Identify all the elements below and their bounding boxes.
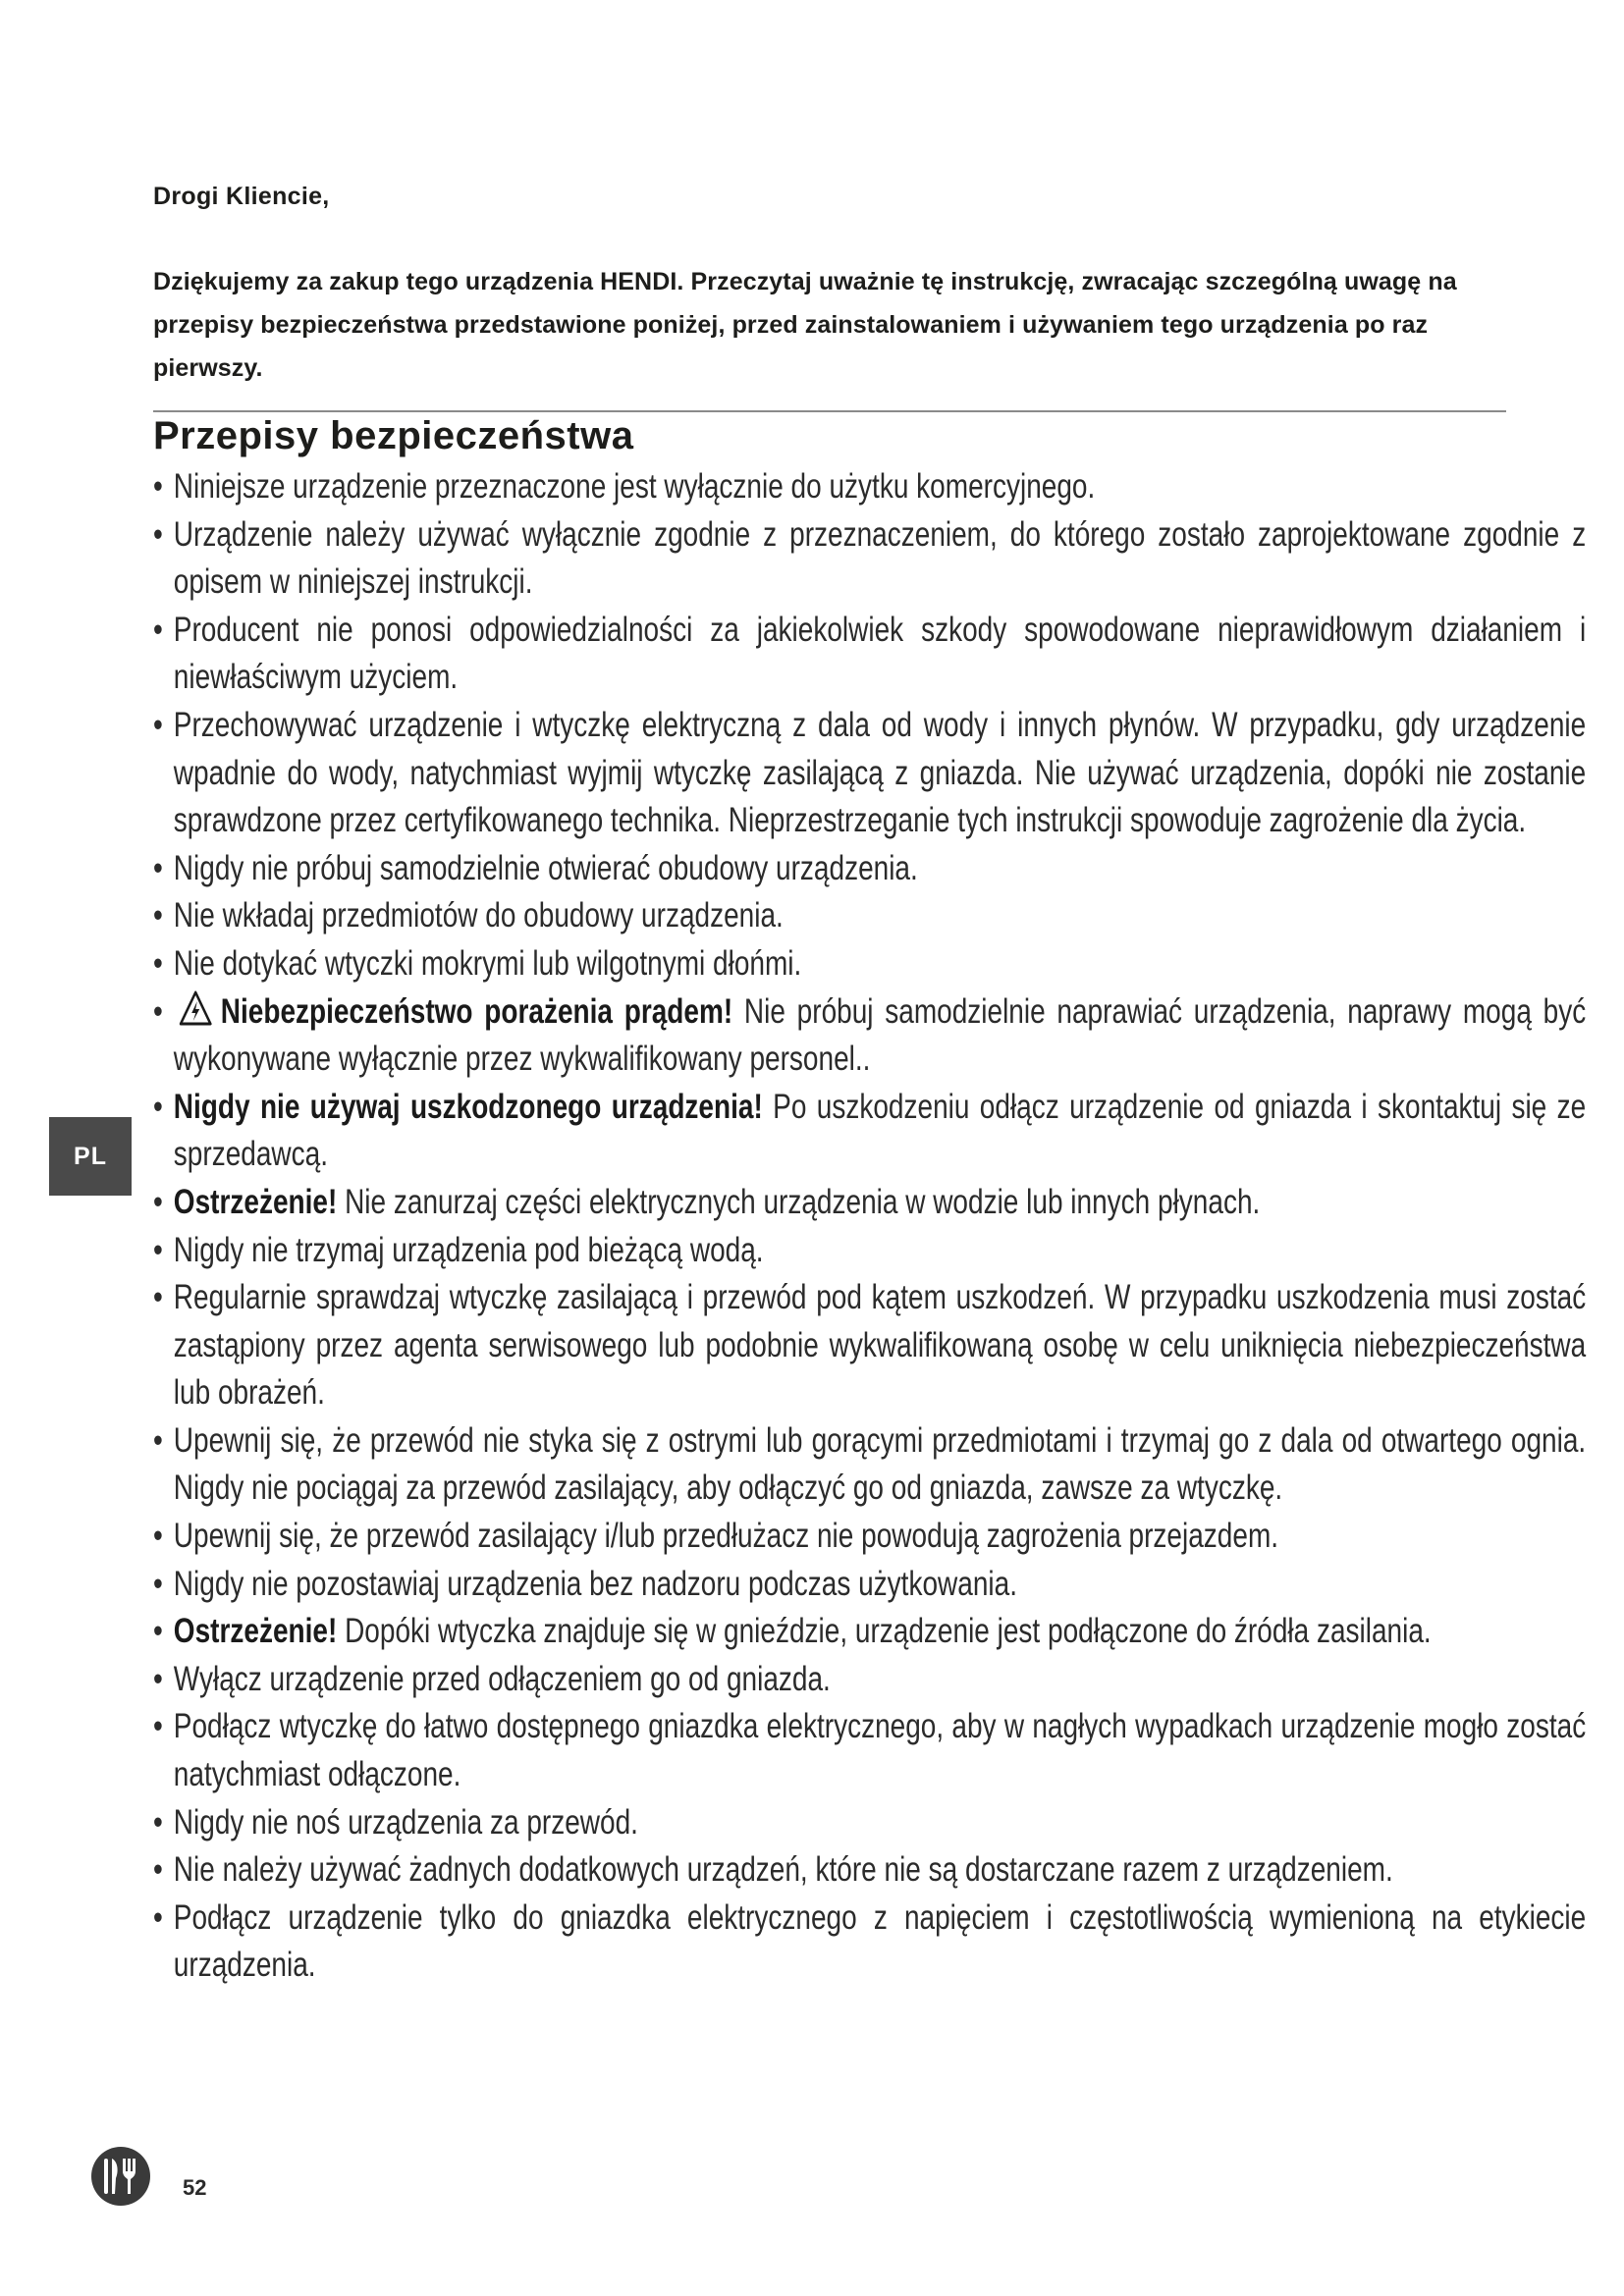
bullet-marker: • bbox=[153, 1612, 163, 1651]
rule-text: Wyłącz urządzenie przed odłączeniem go od gniazda. bbox=[173, 1659, 831, 1698]
section-divider bbox=[153, 410, 1506, 412]
safety-rule-item bbox=[153, 1608, 1586, 1656]
safety-rule-item bbox=[153, 702, 1586, 845]
language-tab: PL bbox=[49, 1117, 132, 1196]
bullet-marker: • bbox=[153, 1707, 163, 1746]
safety-rule-item bbox=[153, 1417, 1586, 1513]
rule-text: Podłącz wtyczkę do łatwo dostępnego gniazdka elektrycznego, aby w nagłych wypadkach urządzenie mogło zostać natychmiast odłączone. bbox=[173, 1707, 1587, 1794]
bullet-marker: • bbox=[153, 1087, 163, 1126]
bullet-marker: • bbox=[153, 1564, 163, 1603]
safety-rule-item bbox=[153, 607, 1586, 702]
rule-text: Nigdy nie noś urządzenia za przewód. bbox=[173, 1802, 638, 1842]
bullet-marker: • bbox=[153, 610, 163, 649]
rule-text: Upewnij się, że przewód zasilający i/lub przedłużacz nie powodują zagrożenia przejazdem. bbox=[173, 1517, 1279, 1556]
safety-rule-item bbox=[153, 1513, 1586, 1561]
electric-hazard-icon bbox=[179, 989, 213, 1027]
safety-rule-item bbox=[153, 892, 1586, 940]
bullet-marker: • bbox=[153, 1850, 163, 1890]
rule-text: Nie dotykać wtyczki mokrymi lub wilgotnymi dłońmi. bbox=[173, 943, 802, 983]
rule-text: Nigdy nie trzymaj urządzenia pod bieżącą wodą. bbox=[173, 1230, 764, 1269]
safety-rules-list bbox=[153, 463, 1587, 1990]
bullet-marker: • bbox=[153, 1517, 163, 1556]
bullet-marker: • bbox=[153, 1802, 163, 1842]
rule-text: Podłącz urządzenie tylko do gniazdka elektrycznego z napięciem i częstotliwością wymienioną na etykiecie urządzenia. bbox=[173, 1897, 1587, 1985]
intro-paragraph: Dziękujemy za zakup tego urządzenia HENDI. Przeczytaj uważnie tę instrukcję, zwracając szczególną uwagę na przepisy bezpieczeństwa przedstawione poniżej, przed zainstalowaniem i używaniem tego urządzenia po raz pierwszy. bbox=[153, 268, 1457, 382]
rule-text: Nigdy nie pozostawiaj urządzenia bez nadzoru podczas użytkowania. bbox=[173, 1564, 1017, 1603]
bullet-marker: • bbox=[153, 1659, 163, 1698]
rule-text: Nie próbuj samodzielnie naprawiać urządzenia, naprawy mogą być wykonywane wyłącznie przez wykwalifikowany personel.. bbox=[173, 991, 1587, 1079]
safety-rule-item bbox=[153, 988, 1586, 1084]
bullet-marker: • bbox=[153, 705, 163, 744]
bullet-marker: • bbox=[153, 1897, 163, 1937]
page-number: 52 bbox=[183, 2175, 207, 2200]
bullet-marker: • bbox=[153, 991, 163, 1031]
rule-emphasis: Ostrzeżenie! bbox=[173, 1182, 338, 1221]
bullet-marker: • bbox=[153, 1278, 163, 1317]
rule-emphasis: Nigdy nie używaj uszkodzonego urządzenia! bbox=[173, 1087, 763, 1126]
safety-rule-item bbox=[153, 1846, 1586, 1895]
safety-rule-item bbox=[153, 1656, 1586, 1704]
safety-rule-item bbox=[153, 1084, 1586, 1179]
rule-text: Nigdy nie próbuj samodzielnie otwierać obudowy urządzenia. bbox=[173, 848, 918, 887]
rule-emphasis: Ostrzeżenie! bbox=[173, 1612, 338, 1651]
rule-text: Nie należy używać żadnych dodatkowych urządzeń, które nie są dostarczane razem z urządzeniem. bbox=[173, 1850, 1393, 1890]
safety-rule-item bbox=[153, 511, 1586, 607]
bullet-marker: • bbox=[153, 848, 163, 887]
bullet-marker: • bbox=[153, 1420, 163, 1460]
bullet-marker: • bbox=[153, 514, 163, 554]
bullet-marker: • bbox=[153, 896, 163, 935]
safety-rule-item bbox=[153, 1561, 1586, 1609]
safety-rule-item bbox=[153, 1895, 1586, 1990]
safety-rule-item bbox=[153, 1703, 1586, 1798]
safety-rule-item bbox=[153, 1274, 1586, 1417]
rule-text: Po uszkodzeniu odłącz urządzenie od gniazda i skontaktuj się ze sprzedawcą. bbox=[173, 1087, 1587, 1174]
rule-text: Nie wkładaj przedmiotów do obudowy urządzenia. bbox=[173, 896, 784, 935]
rule-text: Niniejsze urządzenie przeznaczone jest wyłącznie do użytku komercyjnego. bbox=[173, 467, 1096, 506]
rule-text: Nie zanurzaj części elektrycznych urządzenia w wodzie lub innych płynach. bbox=[337, 1182, 1261, 1221]
section-title: Przepisy bezpieczeństwa bbox=[153, 414, 634, 457]
safety-rule-item bbox=[153, 845, 1586, 893]
hendi-cutlery-logo-icon bbox=[90, 2146, 151, 2207]
rule-text: Przechowywać urządzenie i wtyczkę elektryczną z dala od wody i innych płynów. W przypadku, gdy urządzenie wpadnie do wody, natychmiast wyjmij wtyczkę zasilającą z gniazda. Nie używać urządzenia, dopóki nie zostanie sprawdzone przez certyfikowanego technika. Nieprzestrzeganie tych instrukcji spowoduje zagrożenie dla życia. bbox=[173, 705, 1587, 840]
safety-rule-item bbox=[153, 1799, 1586, 1847]
rule-text: Urządzenie należy używać wyłącznie zgodnie z przeznaczeniem, do którego zostało zaprojektowane zgodnie z opisem w niniejszej instrukcji. bbox=[173, 514, 1587, 602]
rule-text: Regularnie sprawdzaj wtyczkę zasilającą i przewód pod kątem uszkodzeń. W przypadku uszkodzenia musi zostać zastąpiony przez agenta serwisowego lub podobnie wykwalifikowaną osobę w celu uniknięcia niebezpieczeństwa lub obrażeń. bbox=[173, 1278, 1587, 1413]
bullet-marker: • bbox=[153, 943, 163, 983]
safety-rule-item bbox=[153, 940, 1586, 988]
bullet-marker: • bbox=[153, 1230, 163, 1269]
rule-text: Upewnij się, że przewód nie styka się z ostrymi lub gorącymi przedmiotami i trzymaj go z dala od otwartego ognia. Nigdy nie pociągaj za przewód zasilający, aby odłączyć go od gniazda, zawsze za wtyczkę. bbox=[173, 1420, 1587, 1508]
bullet-marker: • bbox=[153, 467, 163, 506]
rule-text: Producent nie ponosi odpowiedzialności za jakiekolwiek szkody spowodowane nieprawidłowym działaniem i niewłaściwym użyciem. bbox=[173, 610, 1587, 697]
greeting: Drogi Kliencie, bbox=[153, 183, 330, 210]
safety-rule-item bbox=[153, 1179, 1586, 1227]
rule-text: Dopóki wtyczka znajduje się w gnieździe, urządzenie jest podłączone do źródła zasilania. bbox=[337, 1612, 1432, 1651]
bullet-marker: • bbox=[153, 1182, 163, 1221]
rule-emphasis: Niebezpieczeństwo porażenia prądem! bbox=[220, 991, 733, 1031]
safety-rule-item bbox=[153, 463, 1586, 511]
safety-rule-item bbox=[153, 1227, 1586, 1275]
